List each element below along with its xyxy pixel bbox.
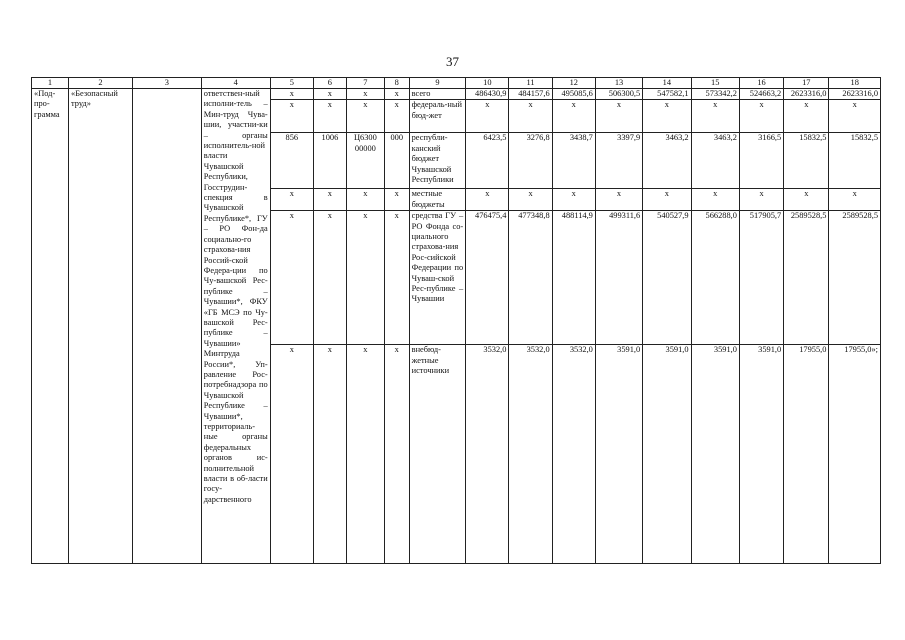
header-cell: 6 [313, 78, 346, 89]
value-cell: 3276,8 [509, 133, 552, 189]
value-cell: 3591,0 [739, 345, 783, 564]
value-cell: x [784, 100, 829, 133]
value-cell: 15832,5 [784, 133, 829, 189]
target-article-cell: Ц6300 00000 [346, 133, 384, 189]
grbs-cell: x [270, 345, 313, 564]
value-cell: x [643, 100, 691, 133]
header-cell: 14 [643, 78, 691, 89]
section-cell: x [313, 345, 346, 564]
value-cell: x [829, 189, 881, 211]
grbs-cell: x [270, 189, 313, 211]
value-cell: x [466, 189, 509, 211]
header-cell: 4 [201, 78, 270, 89]
value-cell: 476475,4 [466, 211, 509, 345]
value-cell: 2623316,0 [829, 89, 881, 100]
header-cell: 1 [32, 78, 69, 89]
value-cell: 540527,9 [643, 211, 691, 345]
expense-type-cell: x [384, 89, 409, 100]
value-cell: x [739, 100, 783, 133]
header-cell: 16 [739, 78, 783, 89]
value-cell: 573342,2 [691, 89, 739, 100]
header-cell: 10 [466, 78, 509, 89]
expense-type-cell: x [384, 345, 409, 564]
header-cell: 8 [384, 78, 409, 89]
source-cell: всего [409, 89, 466, 100]
expense-type-cell: x [384, 100, 409, 133]
value-cell: 3166,5 [739, 133, 783, 189]
target-article-cell: x [346, 211, 384, 345]
expense-type-cell: x [384, 211, 409, 345]
grbs-cell: 856 [270, 133, 313, 189]
value-cell: x [595, 189, 642, 211]
value-cell: 506300,5 [595, 89, 642, 100]
value-cell: 2589528,5 [784, 211, 829, 345]
budget-table [31, 77, 881, 564]
value-cell: 3438,7 [552, 133, 595, 189]
value-cell: 517905,7 [739, 211, 783, 345]
grbs-cell: x [270, 100, 313, 133]
header-cell: 2 [69, 78, 133, 89]
header-cell: 18 [829, 78, 881, 89]
value-cell: 524663,2 [739, 89, 783, 100]
program-type-cell: «Под-про-грамма [32, 89, 69, 564]
header-cell: 17 [784, 78, 829, 89]
value-cell: 15832,5 [829, 133, 881, 189]
section-cell: x [313, 89, 346, 100]
value-cell: x [509, 100, 552, 133]
value-cell: 6423,5 [466, 133, 509, 189]
section-cell: x [313, 189, 346, 211]
source-cell: федераль-ный бюд-жет [409, 100, 466, 133]
value-cell: x [552, 100, 595, 133]
value-cell: x [466, 100, 509, 133]
section-cell: x [313, 100, 346, 133]
header-cell: 15 [691, 78, 739, 89]
value-cell: x [784, 189, 829, 211]
value-cell: 17955,0»; [829, 345, 881, 564]
responsible-cell: ответствен-ный исполни-тель – Мин-труд Чува-шии, участни-ки – органы исполнитель-ной власти Чувашской Республики, Госструдин-спекция в Чувашской Республике*, ГУ – РО Фон-да социально-го страхова-ния Россий-ской Федера-ции по Чу-вашской Рес-публике – Чувашии*, ФКУ «ГБ МСЭ по Чу-вашской Рес-публике – Чувашии» Минтруда России*, Уп-равление Рос-потребнадзора по Чувашской Республике – Чувашии*, территориаль-ные органы федеральных органов ис-полнительной власти в об-ласти госу-дарственного [201, 89, 270, 564]
value-cell: 3591,0 [595, 345, 642, 564]
value-cell: 499311,6 [595, 211, 642, 345]
target-article-cell: x [346, 345, 384, 564]
value-cell: 484157,6 [509, 89, 552, 100]
grbs-cell: x [270, 211, 313, 345]
value-cell: 3397,9 [595, 133, 642, 189]
section-cell: 1006 [313, 133, 346, 189]
target-article-cell: x [346, 100, 384, 133]
section-cell: x [313, 211, 346, 345]
header-cell: 12 [552, 78, 595, 89]
value-cell: x [552, 189, 595, 211]
value-cell: 3532,0 [552, 345, 595, 564]
value-cell: 3463,2 [643, 133, 691, 189]
program-name-cell: «Безопасный труд» [69, 89, 133, 564]
value-cell: 3591,0 [691, 345, 739, 564]
program-col3-cell [132, 89, 201, 564]
value-cell: x [595, 100, 642, 133]
grbs-cell: x [270, 89, 313, 100]
header-cell: 5 [270, 78, 313, 89]
value-cell: 3532,0 [466, 345, 509, 564]
table-row [32, 89, 881, 100]
source-cell: средства ГУ – РО Фонда со-циального страхова-ния Рос-сийской Федерации по Чуваш-ской Рес-публике – Чувашии [409, 211, 466, 345]
value-cell: 547582,1 [643, 89, 691, 100]
value-cell: 488114,9 [552, 211, 595, 345]
source-cell: местные бюджеты [409, 189, 466, 211]
value-cell: 2623316,0 [784, 89, 829, 100]
expense-type-cell: 000 [384, 133, 409, 189]
value-cell: 3591,0 [643, 345, 691, 564]
source-cell: внебюд-жетные источники [409, 345, 466, 564]
header-row [32, 78, 881, 89]
target-article-cell: x [346, 89, 384, 100]
header-cell: 9 [409, 78, 466, 89]
value-cell: x [829, 100, 881, 133]
value-cell: x [643, 189, 691, 211]
header-cell: 13 [595, 78, 642, 89]
value-cell: 3463,2 [691, 133, 739, 189]
header-cell: 3 [132, 78, 201, 89]
value-cell: 566288,0 [691, 211, 739, 345]
value-cell: x [509, 189, 552, 211]
target-article-cell: x [346, 189, 384, 211]
value-cell: 17955,0 [784, 345, 829, 564]
value-cell: 3532,0 [509, 345, 552, 564]
header-cell: 11 [509, 78, 552, 89]
page-number: 37 [446, 54, 459, 69]
value-cell: x [739, 189, 783, 211]
value-cell: 486430,9 [466, 89, 509, 100]
value-cell: x [691, 189, 739, 211]
value-cell: 477348,8 [509, 211, 552, 345]
value-cell: x [691, 100, 739, 133]
header-cell: 7 [346, 78, 384, 89]
value-cell: 2589528,5 [829, 211, 881, 345]
source-cell: республи-канский бюджет Чувашской Республики [409, 133, 466, 189]
expense-type-cell: x [384, 189, 409, 211]
value-cell: 495085,6 [552, 89, 595, 100]
